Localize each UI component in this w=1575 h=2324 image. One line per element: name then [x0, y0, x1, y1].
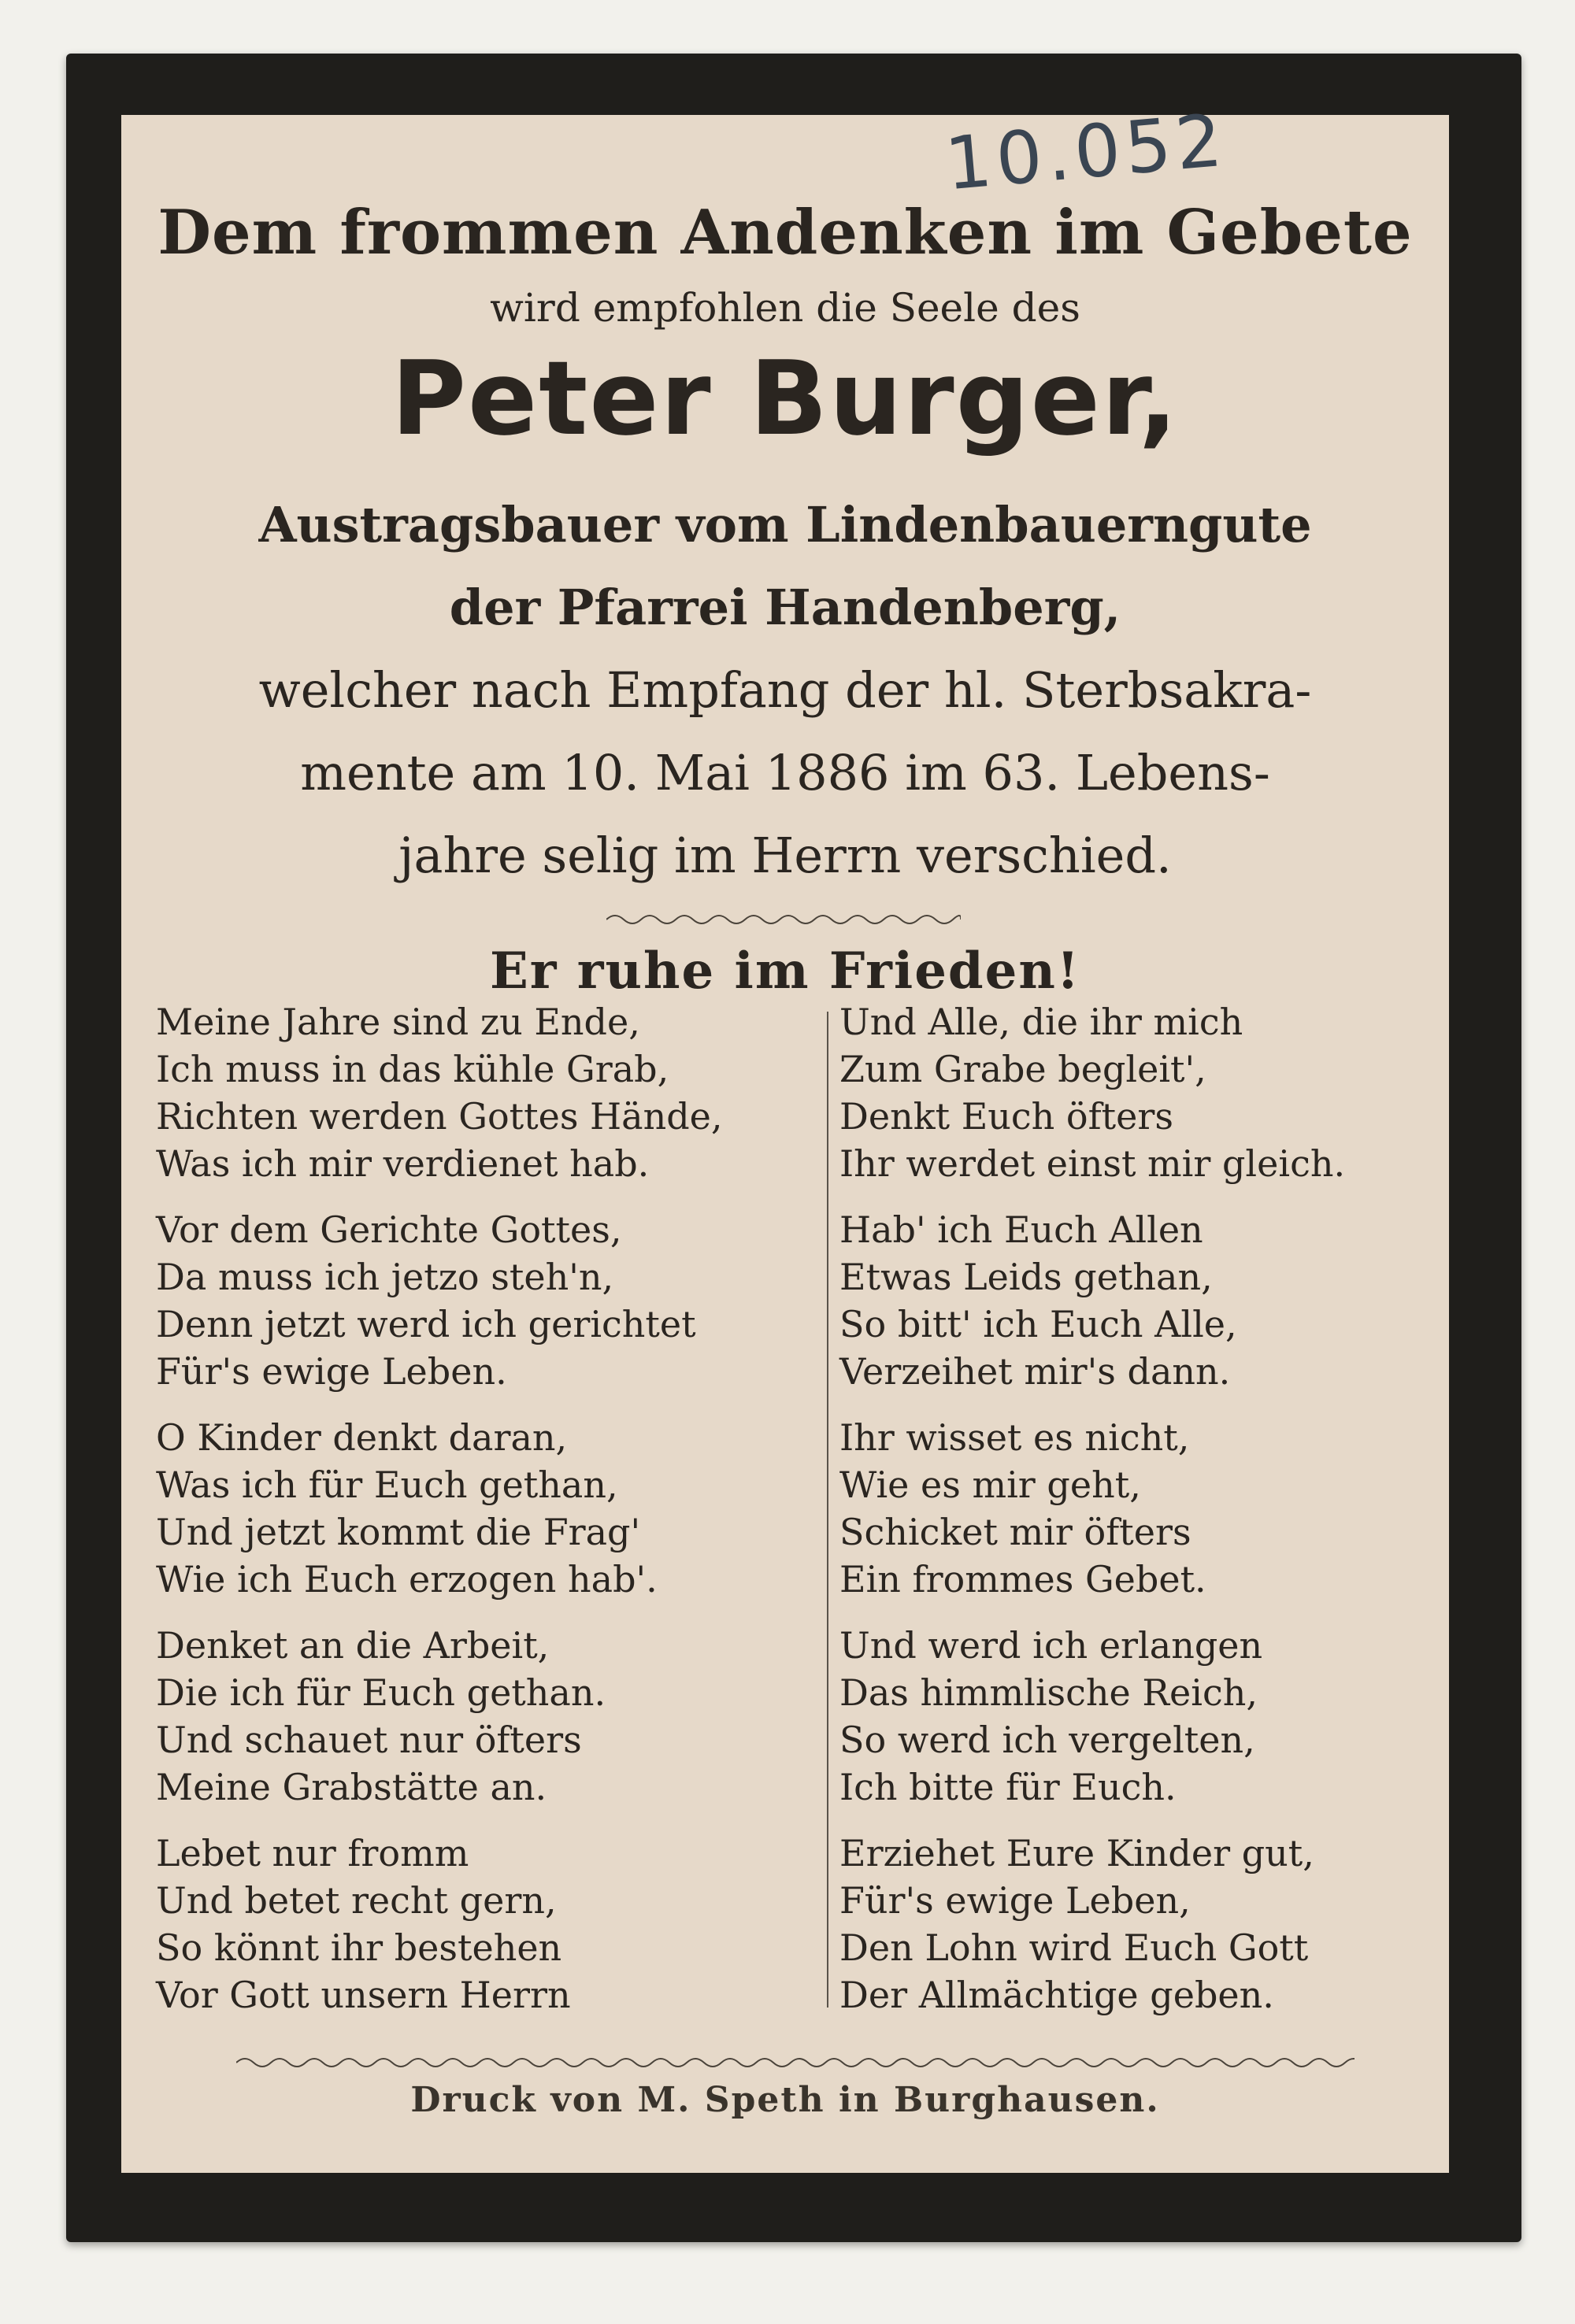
- wavy-ornament-top: [606, 912, 961, 927]
- poem-stanza: [156, 1622, 723, 1811]
- poem-stanza: [839, 1622, 1345, 1811]
- blessing-heading: Er ruhe im Frieden!: [489, 942, 1081, 1001]
- poem-line: Vor Gott unsern Herrn: [156, 1974, 571, 2016]
- poem-stanza: [156, 998, 723, 1187]
- poem-stanza: [156, 1206, 723, 1395]
- poem-line: Und jetzt kommt die Frag': [156, 1511, 641, 1553]
- heading-line-1: Dem frommen Andenken im Gebete: [158, 197, 1413, 268]
- poem-line: Der Allmächtige geben.: [839, 1974, 1274, 2016]
- poem-line: Wie es mir geht,: [839, 1464, 1141, 1506]
- poem-line: Meine Jahre sind zu Ende,: [156, 1001, 640, 1043]
- poem-line: Und betet recht gern,: [156, 1879, 557, 1922]
- poem-line: So bitt' ich Euch Alle,: [839, 1303, 1237, 1345]
- parish-line: der Pfarrei Handenberg,: [449, 579, 1121, 636]
- poem-line: Und schauet nur öfters: [156, 1719, 582, 1761]
- deceased-name: Peter Burger,: [391, 339, 1180, 458]
- poem-line: So werd ich vergelten,: [839, 1719, 1255, 1761]
- poem-line: Wie ich Euch erzogen hab'.: [156, 1558, 658, 1601]
- heading-line-2: wird empfohlen die Seele des: [490, 285, 1080, 331]
- death-text-line-3: jahre selig im Herrn verschied.: [398, 827, 1172, 884]
- poem-left-column: [156, 998, 723, 2037]
- poem-line: Und Alle, die ihr mich: [839, 1001, 1243, 1043]
- poem-line: Ich bitte für Euch.: [839, 1766, 1177, 1808]
- poem-line: Da muss ich jetzo steh'n,: [156, 1256, 614, 1298]
- poem-line: Denkt Euch öfters: [839, 1095, 1173, 1138]
- poem-stanza: [839, 1830, 1345, 2019]
- poem-line: Ihr werdet einst mir gleich.: [839, 1142, 1346, 1185]
- poem-line: Lebet nur fromm: [156, 1832, 469, 1874]
- inventory-number: 10.052: [942, 98, 1230, 207]
- poem-line: Schicket mir öfters: [839, 1511, 1191, 1553]
- death-text-line-1: welcher nach Empfang der hl. Sterbsakra-: [258, 661, 1312, 719]
- poem-line: Ich muss in das kühle Grab,: [156, 1048, 669, 1090]
- poem-line: Hab' ich Euch Allen: [839, 1208, 1203, 1251]
- poem-line: Erziehet Eure Kinder gut,: [839, 1832, 1314, 1874]
- poem-line: Den Lohn wird Euch Gott: [839, 1926, 1309, 1969]
- wavy-ornament-bottom: [236, 2055, 1354, 2071]
- poem-line: Etwas Leids gethan,: [839, 1256, 1213, 1298]
- poem-stanza: [839, 1414, 1345, 1603]
- poem-line: Was ich mir verdienet hab.: [156, 1142, 650, 1185]
- poem-line: Für's ewige Leben,: [839, 1879, 1191, 1922]
- poem-line: So könnt ihr bestehen: [156, 1926, 562, 1969]
- poem-line: Das himmlische Reich,: [839, 1671, 1258, 1714]
- poem-line: Zum Grabe begleit',: [839, 1048, 1206, 1090]
- column-divider: [827, 1012, 828, 2008]
- poem-line: Ein frommes Gebet.: [839, 1558, 1206, 1601]
- poem-line: Die ich für Euch gethan.: [156, 1671, 606, 1714]
- poem-line: Verzeihet mir's dann.: [839, 1350, 1231, 1393]
- poem-line: Was ich für Euch gethan,: [156, 1464, 618, 1506]
- poem-line: Für's ewige Leben.: [156, 1350, 507, 1393]
- poem-line: Richten werden Gottes Hände,: [156, 1095, 723, 1138]
- poem-line: Meine Grabstätte an.: [156, 1766, 547, 1808]
- poem-stanza: [156, 1414, 723, 1603]
- printer-imprint: Druck von M. Speth in Burghausen.: [410, 2080, 1160, 2120]
- poem-stanza: [839, 998, 1345, 1187]
- poem-line: Ihr wisset es nicht,: [839, 1416, 1190, 1459]
- poem-line: Vor dem Gerichte Gottes,: [156, 1208, 622, 1251]
- poem-stanza: [156, 1830, 723, 2019]
- poem-line: Und werd ich erlangen: [839, 1624, 1263, 1667]
- poem-line: Denket an die Arbeit,: [156, 1624, 550, 1667]
- poem-line: Denn jetzt werd ich gerichtet: [156, 1303, 696, 1345]
- poem-line: O Kinder denkt daran,: [156, 1416, 568, 1459]
- poem-right-column: [839, 998, 1345, 2037]
- occupation-line: Austragsbauer vom Lindenbauerngute: [258, 496, 1312, 553]
- death-text-line-2: mente am 10. Mai 1886 im 63. Lebens-: [300, 744, 1270, 801]
- poem-stanza: [839, 1206, 1345, 1395]
